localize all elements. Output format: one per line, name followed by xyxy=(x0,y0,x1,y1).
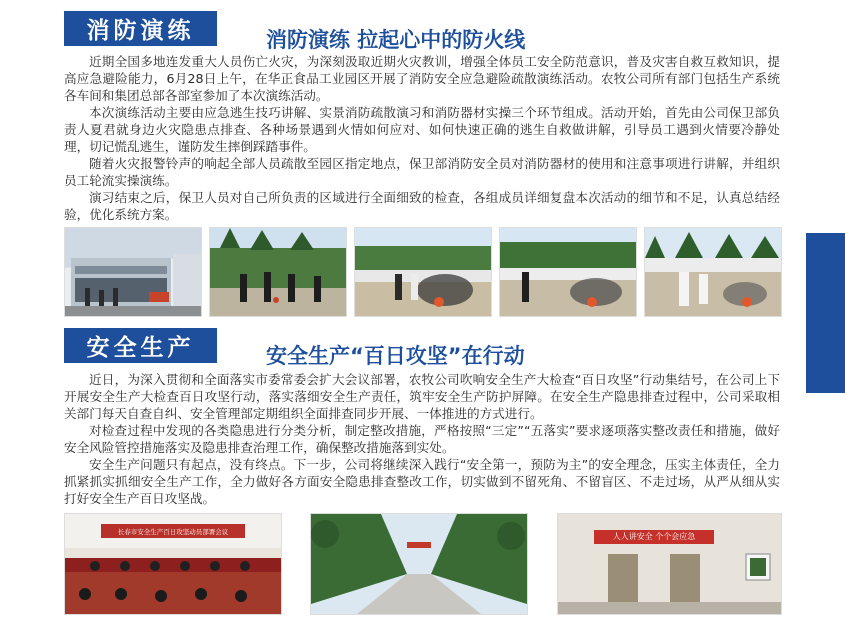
fire-drill-paragraph-1: 近期全国多地连发重大人员伤亡火灾，为深刻汲取近期火灾教训，增强全体员工安全防范意识，普及灾害自救互救知识，提高应急避险能力，6月28日上午，在华正食品工业园区开展了消防安全应急避险疏散演练活动。农牧公司所有部门包括生产系统各车间和集团总部各部室参加了本次演练活动。 xyxy=(64,54,780,103)
photo-safety-meeting xyxy=(64,513,282,615)
section-tag-fire-drill: 消防演练 xyxy=(64,11,217,46)
photo-fire-drill-extinguish-1 xyxy=(354,227,492,317)
photo-fire-drill-extinguish-2 xyxy=(499,227,637,317)
fire-drill-paragraph-4: 演习结束之后，保卫人员对自己所负责的区域进行全面细致的检查，各组成员详细复盘本次活动的细节和不足，认真总结经验，优化系统方案。 xyxy=(64,190,780,222)
wall-banner-text: 人人讲安全 个个会应急 xyxy=(612,532,696,541)
section-tag-safety-production: 安全生产 xyxy=(64,328,217,363)
safety-paragraph-3: 安全生产问题只有起点，没有终点。下一步，公司将继续深入践行“安全第一，预防为主”的安全理念，压实主体责任，全力抓紧抓实抓细安全生产工作，全力做好各方面安全隐患排查整改工作，切实做到不留死角、不留盲区、不走过场，从严从细从实打好安全生产百日攻坚战。 xyxy=(64,457,780,506)
fire-drill-paragraph-3: 随着火灾报警铃声的响起全部人员疏散至园区指定地点，保卫部消防安全员对消防器材的使用和注意事项进行讲解，并组织员工轮流实操演练。 xyxy=(64,156,780,188)
fire-drill-paragraph-2: 本次演练活动主要由应急逃生技巧讲解、实景消防疏散演习和消防器材实操三个环节组成。活动开始，首先由公司保卫部负责人夏君就身边火灾隐患点排查、各种场景遇到火情如何应对、如何快速正确的逃生自救做讲解，引导员工遇到火情要冷静处理，切记慌乱逃生，谨防发生摔倒踩踏事件。 xyxy=(64,105,780,154)
headline-safety-production: 安全生产“百日攻坚”在行动 xyxy=(266,344,525,368)
safety-paragraph-1: 近日，为深入贯彻和全面落实市委常委会扩大会议部署，农牧公司吹响安全生产大检查“百日攻坚”行动集结号，在公司上下开展安全生产大检查百日攻坚行动，落实落细安全生产责任，筑牢安全生产防护屏障。在安全生产隐患排查过程中，公司采取相关部门每天自查自纠、安全管理部定期组织全面排查同步开展、一体推进的方式进行。 xyxy=(64,372,780,421)
safety-paragraph-2: 对检查过程中发现的各类隐患进行分类分析，制定整改措施，严格按照“三定”“五落实”要求逐项落实整改责任和措施，做好安全风险管控措施落实及隐患排查治理工作，确保整改措施落到实处。 xyxy=(64,423,780,455)
meeting-banner-text: 长春市安全生产百日攻坚动员部署会议 xyxy=(117,528,229,536)
photo-fire-drill-instructors xyxy=(209,227,347,317)
headline-fire-drill: 消防演练 拉起心中的防火线 xyxy=(266,28,526,52)
photo-fire-drill-building xyxy=(64,227,202,317)
photo-safety-wall xyxy=(557,513,782,615)
photo-fire-drill-extinguish-3 xyxy=(644,227,782,317)
photo-safety-road xyxy=(310,513,528,615)
side-tab-decoration xyxy=(806,233,845,393)
